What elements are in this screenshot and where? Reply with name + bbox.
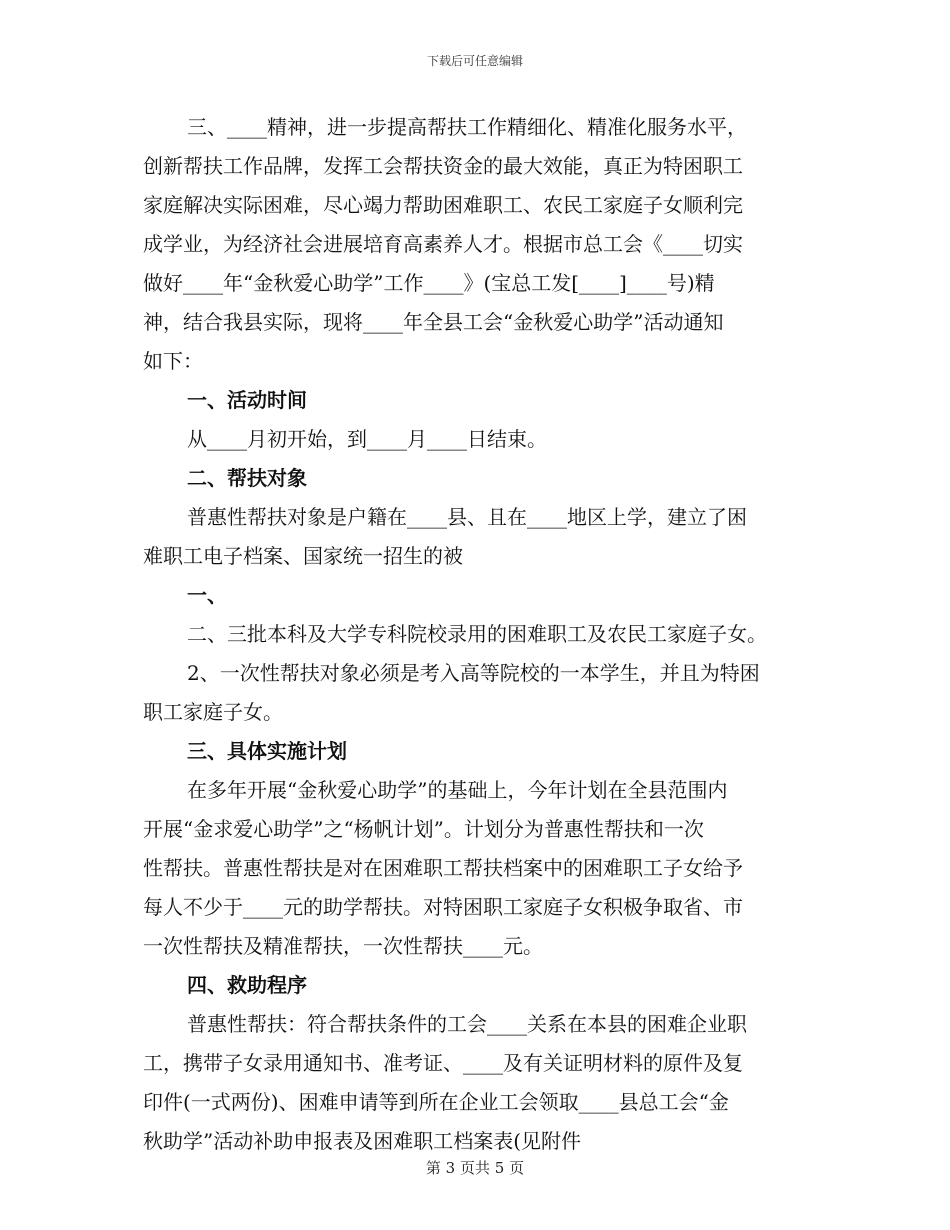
paragraph-line: 性帮扶。普惠性帮扶是对在困难职工帮扶档案中的困难职工子女给予 [143,856,743,880]
paragraph-line: 三、____精神，进一步提高帮扶工作精细化、精准化服务水平， [187,115,747,139]
document-body [143,108,808,1161]
section-heading: 一、活动时间 [187,388,307,412]
paragraph-line: 神，结合我县实际，现将____年全县工会“金秋爱心助学”活动通知 [143,310,724,334]
paragraph-line: 二、三批本科及大学专科院校录用的困难职工及农民工家庭子女。 [187,622,767,646]
paragraph-line: 2、一次性帮扶对象必须是考入高等院校的一本学生，并且为特困 [187,661,760,685]
page-footer: 第 3 页共 5 页 [425,1159,525,1177]
paragraph-line: 普惠性帮扶：符合帮扶条件的工会____关系在本县的困难企业职 [187,1012,747,1036]
paragraph-line: 创新帮扶工作品牌，发挥工会帮扶资金的最大效能，真正为特困职工 [143,154,743,178]
section-heading: 四、救助程序 [187,973,307,997]
page-header: 下载后可任意编辑 [426,54,523,68]
paragraph-line: 每人不少于____元的助学帮扶。对特困职工家庭子女积极争取省、市 [143,895,743,919]
paragraph-line: 开展“金求爱心助学”之“杨帆计划”。计划分为普惠性帮扶和一次 [143,817,704,841]
paragraph-line: 在多年开展“金秋爱心助学”的基础上，今年计划在全县范围内 [187,778,728,802]
paragraph-line: 工，携带子女录用通知书、准考证、____及有关证明材料的原件及复 [143,1051,743,1075]
paragraph-line: 做好____年“金秋爱心助学”工作____》(宝总工发[____]____号)精 [143,271,715,295]
paragraph-line: 家庭解决实际困难，尽心竭力帮助困难职工、农民工家庭子女顺利完 [143,193,743,217]
section-heading: 三、具体实施计划 [187,739,347,763]
paragraph-line: 职工家庭子女。 [143,700,283,724]
paragraph-line: 从____月初开始，到____月____日结束。 [187,427,547,451]
paragraph-line: 印件(一式两份)、困难申请等到所在企业工会领取____县总工会“金 [143,1090,729,1114]
paragraph-line: 秋助学”活动补助申报表及困难职工档案表(见附件 [143,1129,582,1153]
section-heading: 二、帮扶对象 [187,466,307,490]
section-heading: 一、 [187,583,227,607]
paragraph-line: 一次性帮扶及精准帮扶，一次性帮扶____元。 [143,934,543,958]
paragraph-line: 成学业，为经济社会进展培育高素养人才。根据市总工会《____切实 [143,232,743,256]
paragraph-line: 如下： [143,349,203,373]
paragraph-line: 普惠性帮扶对象是户籍在____县、且在____地区上学，建立了困 [187,505,747,529]
paragraph-line: 难职工电子档案、国家统一招生的被 [143,544,463,568]
